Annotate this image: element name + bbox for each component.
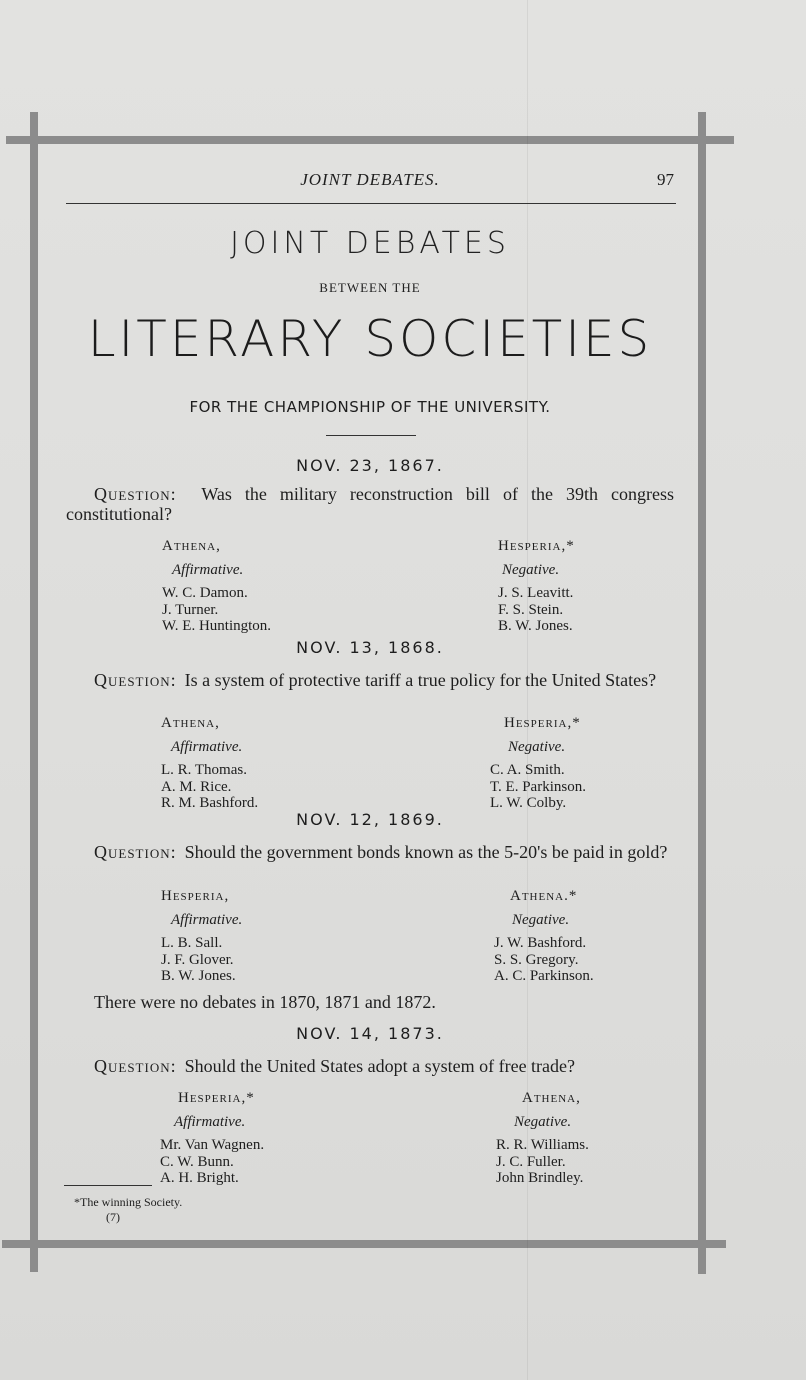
question-label: Question [94,1056,171,1076]
team-member: L. B. Sall. [161,935,223,951]
team-member: J. F. Glover. [161,951,234,968]
team-member: A. C. Parkinson. [494,968,594,984]
question-text: Should the United States adopt a system of free trade? [184,1056,576,1076]
debate-date: NOV. 12, 1869. [296,810,444,829]
debate-question: Question: Should the United States adopt a system of free trade? [94,1056,576,1076]
question-label: Question [94,842,171,862]
running-title: JOINT DEBATES. [300,170,440,189]
team-member: Mr. Van Wagnen. [160,1137,265,1153]
affirmative-team [161,888,242,985]
question-text: Should the government bonds known as the 5-20's be paid in gold? [184,842,668,862]
affirmative-team [162,538,271,635]
team-member: F. S. Stein. [498,601,564,618]
society-name: Athena, [161,715,220,731]
signature-mark: (7) [106,1210,120,1224]
negative-team [496,1090,589,1187]
subtitle-rule [326,435,416,436]
side-label: Affirmative. [171,739,243,755]
main-title: JOINT DEBATES [230,226,510,261]
side-label: Negative. [512,912,570,928]
team-member: J. Turner. [162,601,219,618]
side-label: Negative. [502,562,560,578]
team-member: S. S. Gregory. [494,951,579,968]
team-member: R. M. Bashford. [161,795,259,811]
society-name: Hesperia,* [498,538,575,554]
frame-bottom-bar [2,1240,726,1248]
debate-date: NOV. 13, 1868. [296,638,444,657]
frame-top-bar [6,136,734,144]
negative-team [494,888,594,985]
side-label: Affirmative. [174,1114,246,1130]
team-member: B. W. Jones. [498,618,573,634]
team-member: J. C. Fuller. [496,1153,566,1170]
team-member: John Brindley. [496,1170,584,1186]
question-label: Question [94,484,171,504]
frame-right-bar [698,112,706,1274]
team-member: T. E. Parkinson. [490,778,586,795]
society-name: Athena.* [510,888,578,904]
footnote-rule [64,1185,152,1186]
debate-question: Question: Was the military reconstruction bill of the 39th congress constitutional? [66,484,674,524]
header-rule [66,203,676,204]
debate-question: Question: Should the government bonds known as the 5-20's be paid in gold? [94,842,668,862]
running-head [64,170,676,194]
debate-question: Question: Is a system of protective tariff a true policy for the United States? [94,670,657,690]
page-number: 97 [657,170,674,189]
team-member: J. S. Leavitt. [498,585,574,601]
side-label: Affirmative. [171,912,243,928]
footnote: *The winning Society. [74,1195,183,1209]
debate-date: NOV. 23, 1867. [296,456,444,475]
question-text: Is a system of protective tariff a true policy for the United States? [184,670,657,690]
society-name: Hesperia,* [504,715,581,731]
team-member: W. E. Huntington. [162,618,272,634]
society-name: Hesperia,* [178,1090,255,1106]
society-name: Athena, [162,538,221,554]
between-the: BETWEEN THE [319,280,421,295]
society-name: Hesperia, [161,888,230,904]
side-label: Affirmative. [172,562,244,578]
team-member: W. C. Damon. [162,585,248,601]
championship-subtitle: FOR THE CHAMPIONSHIP OF THE UNIVERSITY. [189,398,551,416]
question-label: Question [94,670,171,690]
affirmative-team [161,715,258,812]
team-member: B. W. Jones. [161,968,236,984]
team-member: R. R. Williams. [496,1137,589,1153]
debate-date: NOV. 14, 1873. [296,1024,444,1043]
team-member: L. R. Thomas. [161,762,247,778]
negative-team [498,538,575,635]
literary-societies-title: LITERARY SOCIETIES [87,310,653,368]
team-member: J. W. Bashford. [494,935,587,951]
society-name: Athena, [522,1090,581,1106]
no-debates-note: There were no debates in 1870, 1871 and 1872. [94,992,436,1012]
affirmative-team [160,1090,264,1187]
side-label: Negative. [514,1114,572,1130]
negative-team [490,715,586,812]
team-member: C. A. Smith. [490,762,565,778]
team-member: A. H. Bright. [160,1170,239,1186]
team-member: C. W. Bunn. [160,1153,234,1170]
frame-left-bar [30,112,38,1272]
team-member: A. M. Rice. [161,778,232,795]
side-label: Negative. [508,739,566,755]
team-member: L. W. Colby. [490,795,567,811]
question-text: Was the military reconstruction bill of the 39th congress constitutional? [66,484,674,524]
